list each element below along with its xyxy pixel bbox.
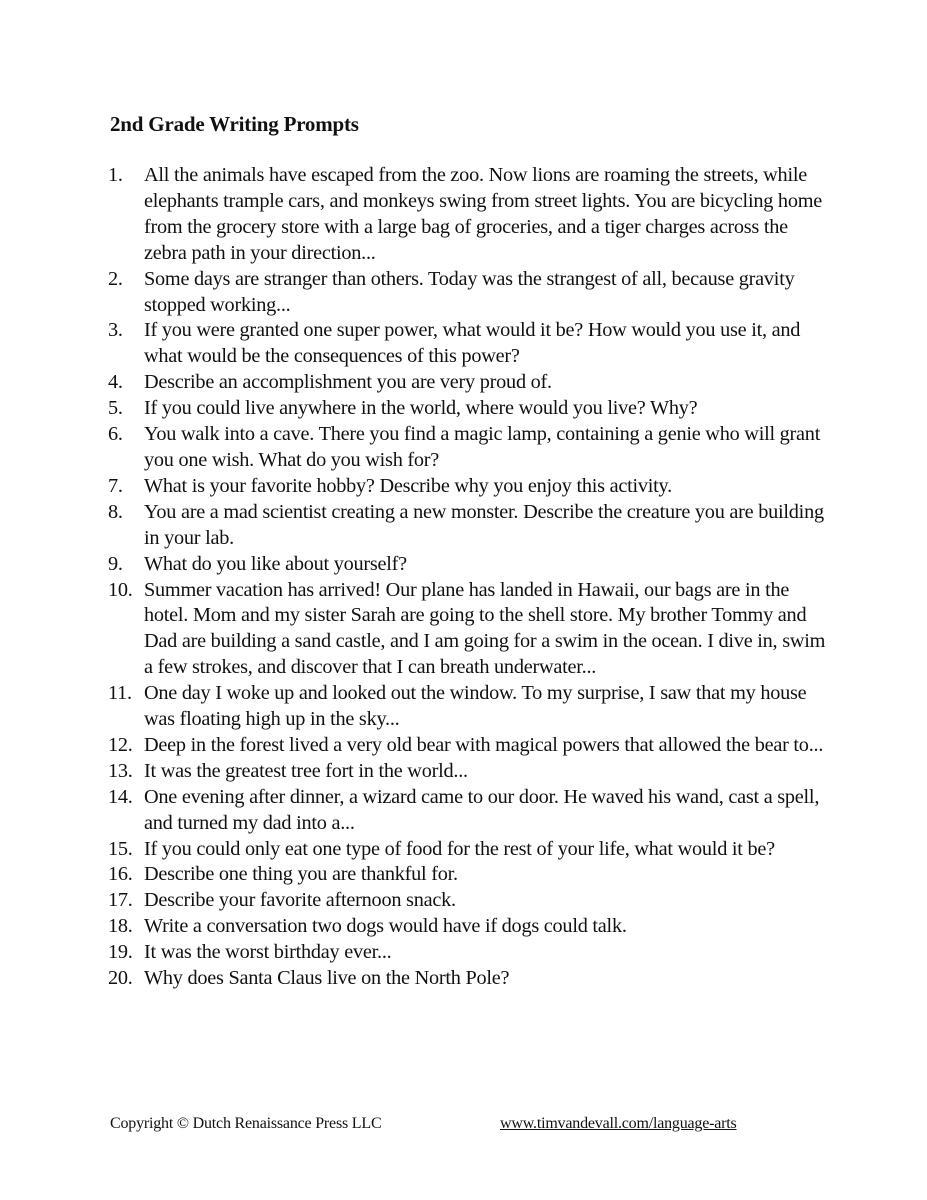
prompt-text: You are a mad scientist creating a new monster. Describe the creature you are building in your lab. [144, 500, 824, 549]
prompt-number: 18. [108, 915, 133, 938]
prompt-number: 19. [108, 941, 133, 964]
website-link[interactable]: www.timvandevall.com/language-arts [500, 1115, 737, 1132]
prompt-item [108, 578, 828, 682]
prompt-number: 5. [108, 397, 123, 420]
prompt-item [108, 422, 828, 474]
prompt-item [108, 267, 828, 319]
copyright-notice: Copyright © Dutch Renaissance Press LLC [110, 1115, 382, 1132]
prompt-item [108, 370, 828, 396]
prompt-number: 20. [108, 967, 133, 990]
prompt-text: It was the greatest tree fort in the world... [144, 759, 468, 782]
prompt-text: What is your favorite hobby? Describe why you enjoy this activity. [144, 474, 672, 497]
prompt-text: One evening after dinner, a wizard came to our door. He waved his wand, cast a spell, and turned my dad into a... [144, 785, 820, 834]
prompt-number: 4. [108, 371, 123, 394]
prompt-item [108, 785, 828, 837]
prompt-text: If you were granted one super power, what would it be? How would you use it, and what would be the consequences of this power? [144, 319, 801, 368]
prompt-item [108, 940, 828, 966]
prompt-number: 15. [108, 837, 133, 860]
prompt-item [108, 733, 828, 759]
prompt-number: 6. [108, 423, 123, 446]
prompt-item [108, 759, 828, 785]
prompt-number: 8. [108, 500, 123, 523]
prompt-number: 9. [108, 552, 123, 575]
prompt-item [108, 888, 828, 914]
prompt-item [108, 318, 828, 370]
prompt-text: Describe one thing you are thankful for. [144, 863, 458, 886]
prompt-text: If you could only eat one type of food for the rest of your life, what would it be? [144, 837, 775, 860]
prompt-text: It was the worst birthday ever... [144, 941, 392, 964]
prompt-item [108, 914, 828, 940]
prompt-item [108, 837, 828, 863]
prompt-number: 7. [108, 474, 123, 497]
prompt-text: All the animals have escaped from the zoo. Now lions are roaming the streets, while elephants trample cars, and monkeys swing from street lights. You are bicycling home from the grocery store with a large bag of groceries, and a tiger charges across the zebra path in your direction... [144, 164, 822, 264]
page-title: 2nd Grade Writing Prompts [110, 112, 359, 136]
prompt-item [108, 396, 828, 422]
prompt-text: Summer vacation has arrived! Our plane has landed in Hawaii, our bags are in the hotel. Mom and my sister Sarah are going to the shell store. My brother Tommy and Dad are building a sand castle, and I am going for a swim in the ocean. I dive in, swim a few strokes, and discover that I can breath underwater... [144, 578, 826, 679]
prompt-text: Describe your favorite afternoon snack. [144, 889, 456, 912]
prompt-number: 16. [108, 863, 133, 886]
prompt-text: You walk into a cave. There you find a magic lamp, containing a genie who will grant you one wish. What do you wish for? [144, 423, 821, 471]
prompt-text: Why does Santa Claus live on the North Pole? [144, 967, 510, 990]
prompt-item [108, 552, 828, 578]
prompt-number: 17. [108, 889, 133, 912]
prompt-number: 10. [108, 578, 133, 601]
prompt-number: 12. [108, 733, 133, 756]
prompt-number: 14. [108, 785, 133, 808]
prompt-number: 11. [108, 682, 132, 705]
prompt-item [108, 966, 828, 992]
prompt-item [108, 163, 828, 267]
prompt-item [108, 862, 828, 888]
prompt-number: 2. [108, 267, 123, 290]
prompt-text: Some days are stranger than others. Today was the strangest of all, because gravity stopped working... [144, 267, 795, 316]
prompt-number: 3. [108, 319, 123, 342]
prompt-text: Write a conversation two dogs would have if dogs could talk. [144, 915, 627, 938]
prompt-text: What do you like about yourself? [144, 552, 407, 575]
prompt-text: Describe an accomplishment you are very proud of. [144, 371, 552, 394]
prompt-number: 13. [108, 759, 133, 782]
prompt-item [108, 474, 828, 500]
prompt-list [108, 163, 828, 992]
prompt-text: Deep in the forest lived a very old bear with magical powers that allowed the bear to... [144, 733, 824, 756]
prompt-item [108, 681, 828, 733]
prompt-text: One day I woke up and looked out the window. To my surprise, I saw that my house was floating high up in the sky... [144, 682, 807, 731]
prompt-text: If you could live anywhere in the world, where would you live? Why? [144, 397, 698, 420]
prompt-item [108, 500, 828, 552]
prompt-number: 1. [108, 164, 123, 186]
